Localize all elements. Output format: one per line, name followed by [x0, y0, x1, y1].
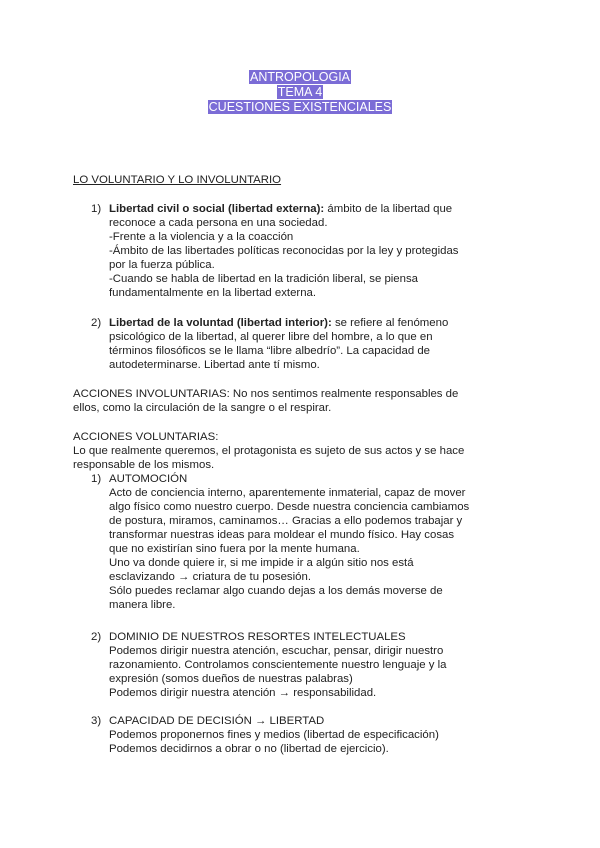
item-line: autodeterminarse. Libertad ante tí mismo.	[109, 359, 320, 371]
item-line: -Ámbito de las libertades políticas reconocidas por la ley y protegidas	[109, 245, 459, 257]
subitem-number: 3)	[91, 715, 102, 727]
item-definition-start: se refiere al fenómeno	[331, 317, 449, 329]
item-line: psicológico de la libertad, al querer libre del hombre, a lo que en	[109, 331, 433, 343]
subitem-line: razonamiento. Controlamos conscientemente nuestro lenguaje y la	[109, 659, 447, 671]
involuntary-text: No nos sentimos realmente responsables de	[229, 388, 459, 400]
subitem-heading: AUTOMOCIÓN	[109, 473, 188, 485]
voluntary-line: Lo que realmente queremos, el protagonista es sujeto de sus actos y se hace	[73, 445, 465, 457]
subitem-line: de postura, miramos, caminamos… Gracias a ello podemos trabajar y	[109, 515, 463, 527]
subitem-line: esclavizando → criatura de tu posesión.	[109, 571, 311, 583]
subitem-line: Podemos dirigir nuestra atención, escuchar, pensar, dirigir nuestro	[109, 645, 444, 657]
item-line: reconoce a cada persona en una sociedad.	[109, 217, 328, 229]
subitem-line: Sólo puedes reclamar algo cuando dejas a los demás moverse de	[109, 585, 443, 597]
voluntary-label: ACCIONES VOLUNTARIAS:	[73, 431, 219, 443]
item-first-line	[109, 202, 452, 216]
item-line: por la fuerza pública.	[109, 259, 215, 271]
subitem-heading: CAPACIDAD DE DECISIÓN → LIBERTAD	[109, 715, 325, 727]
title-topic: TEMA 4	[277, 85, 323, 99]
item-number: 2)	[91, 317, 102, 329]
item-line: términos filosóficos se le llama “libre albedrío”. La capacidad de	[109, 345, 430, 357]
title-subject: ANTROPOLOGIA	[249, 70, 351, 84]
subitem-line: que no existirían sino fuera por la mente humana.	[109, 543, 360, 555]
item-line: -Frente a la violencia y a la coacción	[109, 231, 294, 243]
item-number: 1)	[91, 203, 102, 215]
item-term: Libertad civil o social (libertad externa):	[109, 203, 325, 215]
subitem-line: algo físico como nuestro cuerpo. Desde nuestra conciencia cambiamos	[109, 501, 470, 513]
item-term: Libertad de la voluntad (libertad interior):	[109, 317, 332, 329]
subitem-number: 1)	[91, 473, 102, 485]
involuntary-label: ACCIONES INVOLUNTARIAS:	[73, 388, 230, 400]
title-name: CUESTIONES EXISTENCIALES	[208, 100, 392, 114]
subitem-line: Uno va donde quiere ir, si me impide ir a algún sitio nos está	[109, 557, 414, 569]
involuntary-paragraph	[73, 387, 458, 401]
subitem-line: manera libre.	[109, 599, 176, 611]
item-line: fundamentalmente en la libertad externa.	[109, 287, 317, 299]
item-definition-start: ámbito de la libertad que	[324, 203, 453, 215]
subitem-line: Acto de conciencia interno, aparentemente inmaterial, capaz de mover	[109, 487, 466, 499]
subitem-line: transformar nuestras ideas para moldear el mundo físico. Hay cosas	[109, 529, 455, 541]
document-title	[0, 70, 600, 115]
section-heading: LO VOLUNTARIO Y LO INVOLUNTARIO	[73, 174, 282, 186]
subitem-line: Podemos proponernos fines y medios (libertad de especificación)	[109, 729, 439, 741]
subitem-line: Podemos dirigir nuestra atención → responsabilidad.	[109, 687, 377, 699]
voluntary-line: responsable de los mismos.	[73, 459, 215, 471]
subitem-line: Podemos decidirnos a obrar o no (libertad de ejercicio).	[109, 743, 389, 755]
subitem-line: expresión (somos dueños de nuestras palabras)	[109, 673, 353, 685]
item-first-line	[109, 316, 448, 330]
subitem-number: 2)	[91, 631, 102, 643]
item-line: -Cuando se habla de libertad en la tradición liberal, se piensa	[109, 273, 419, 285]
involuntary-line: ellos, como la circulación de la sangre o el respirar.	[73, 402, 332, 414]
subitem-heading: DOMINIO DE NUESTROS RESORTES INTELECTUALES	[109, 631, 406, 643]
